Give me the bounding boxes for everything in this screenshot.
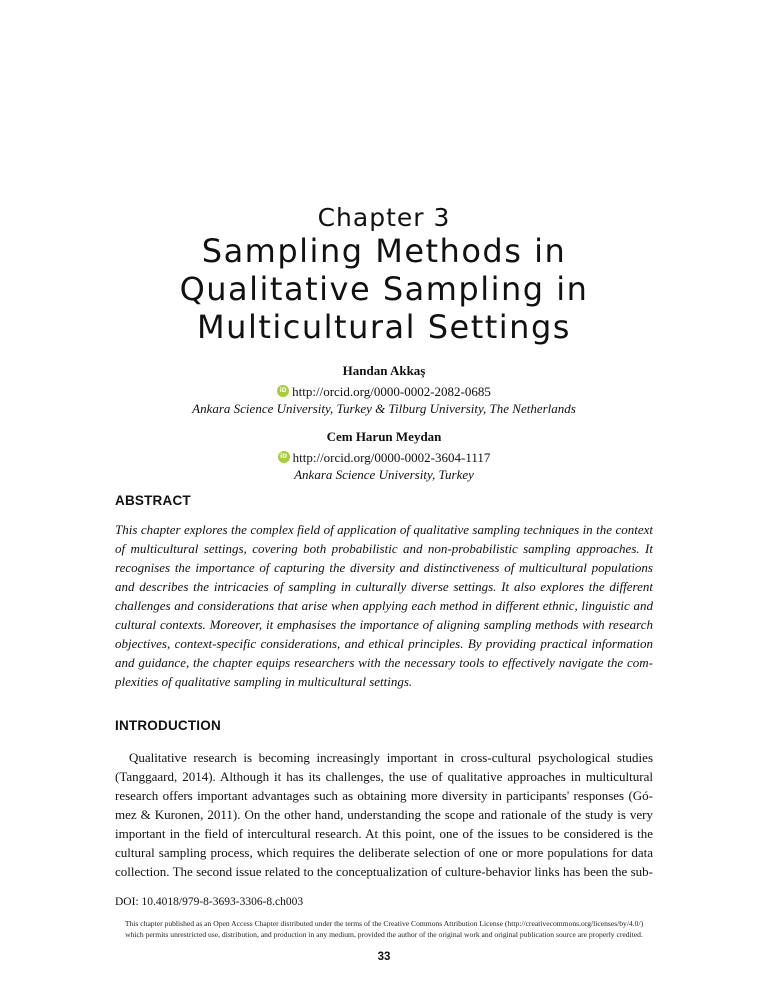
introduction-line: mez & Kuronen, 2011). On the other hand, understanding the scope and rationale of the study is very — [115, 807, 653, 822]
author-affiliation: Ankara Science University, Turkey & Tilburg University, The Netherlands — [192, 400, 576, 416]
introduction-line: collection. The second issue related to the conceptualization of culture-behavior links has been the sub- — [115, 864, 653, 879]
introduction-line: cultural sampling process, which requires the deliberate selection of one or more populations for data — [115, 845, 653, 860]
orcid-icon: iD — [277, 385, 289, 397]
author-name: Cem Harun Meydan — [326, 429, 442, 444]
orcid-line — [278, 449, 491, 466]
page-number: 33 — [377, 951, 391, 963]
chapter-label: Chapter 3 — [317, 203, 451, 232]
orcid-icon: iD — [278, 451, 290, 463]
introduction-line: important in the field of intercultural research. At this point, one of the issues to be considered is the — [115, 826, 653, 841]
chapter-title — [0, 232, 768, 346]
author-block-akkas — [0, 362, 768, 417]
abstract-line: and guidance, the chapter equips researchers with the necessary tools to effectively navigate the com- — [115, 655, 653, 670]
abstract-line: plexities of qualitative sampling in multicultural settings. — [115, 674, 413, 689]
chapter-title-line: Qualitative Sampling in — [179, 270, 589, 308]
abstract-body — [115, 520, 653, 691]
orcid-line — [277, 383, 491, 400]
author-block-meydan — [0, 428, 768, 483]
introduction-line: Qualitative research is becoming increasingly important in cross-cultural psychological studies — [129, 750, 653, 765]
abstract-line: of multicultural settings, covering both probabilistic and non-probabilistic sampling approaches. It — [115, 541, 653, 556]
orcid-link[interactable]: http://orcid.org/0000-0002-2082-0685 — [292, 383, 491, 399]
chapter-title-line: Multicultural Settings — [197, 308, 571, 346]
author-name: Handan Akkaş — [342, 363, 426, 378]
abstract-heading: ABSTRACT — [115, 493, 191, 508]
doi-line: DOI: 10.4018/979-8-3693-3306-8.ch003 — [115, 896, 304, 908]
chapter-title-line: Sampling Methods in — [201, 232, 567, 270]
abstract-line: and describes the intricacies of sampling in culturally diverse settings. It also explores the different — [115, 579, 653, 594]
introduction-body — [115, 748, 653, 881]
abstract-line: challenges and considerations that arise when applying each method in different ethnic, linguistic and — [115, 598, 653, 613]
introduction-line: research offers important advantages such as obtaining more diversity in participants' responses (Gó- — [115, 788, 653, 803]
abstract-line: This chapter explores the complex field of application of qualitative sampling techniques in the context — [115, 522, 653, 537]
orcid-link[interactable]: http://orcid.org/0000-0002-3604-1117 — [292, 449, 491, 465]
abstract-line: objectives, context-specific considerations, and ethical principles. By providing practical information — [115, 636, 653, 651]
license-line: This chapter published as an Open Access Chapter distributed under the terms of the Creative Commons Attribution License (http://creativecommons.org/licenses/by/4.0/) — [124, 919, 644, 928]
author-affiliation: Ankara Science University, Turkey — [294, 466, 474, 482]
license-line: which permits unrestricted use, distribution, and production in any medium, provided the author of the original work and original publication source are properly credited. — [125, 930, 643, 939]
introduction-heading: INTRODUCTION — [115, 718, 221, 733]
abstract-line: cultural contexts. Moreover, it emphasises the importance of aligning sampling methods with research — [115, 617, 653, 632]
introduction-line: (Tanggaard, 2014). Although it has its challenges, the use of qualitative approaches in multicultural — [115, 769, 653, 784]
abstract-line: recognises the importance of capturing the diversity and distinctiveness of multicultural populations — [115, 560, 653, 575]
license-notice — [0, 918, 768, 940]
